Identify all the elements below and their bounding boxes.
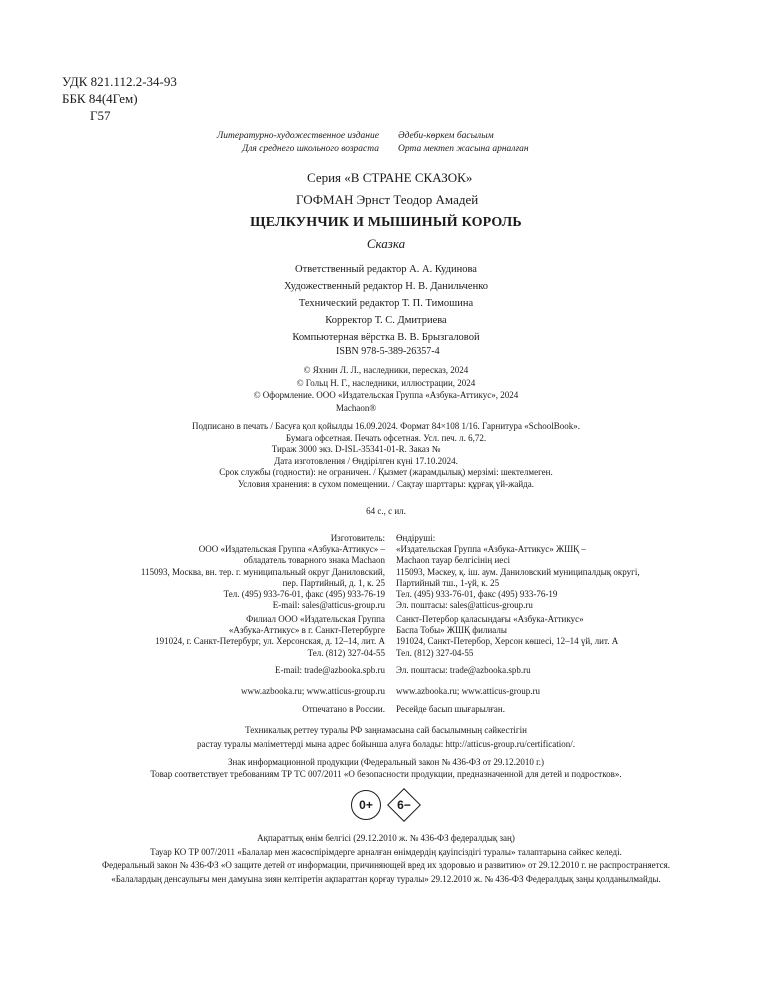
age-rating-circle (351, 790, 381, 820)
maker-ru-line: 115093, Москва, вн. тер. г. муниципальный округ Даниловский, (140, 566, 385, 577)
branch-kz-line: Эл. поштасы: trade@azbooka.spb.ru (396, 664, 531, 675)
branch-kz-line: Санкт-Петербор қаласындағы «Азбука-Аттикус» (396, 614, 584, 624)
age-badges (0, 788, 772, 822)
tech-line: растау туралы мәліметтерді мына адрес бойынша алуға болады: http://atticus-group.ru/certification/. (197, 739, 575, 749)
znak-line: Знак информационной продукции (Федеральный закон № 436-ФЗ от 29.12.2010 г.) (227, 757, 545, 767)
page-count: 64 с., с ил. (366, 506, 406, 516)
branch-ru-line: E-mail: trade@azbooka.spb.ru (275, 664, 385, 675)
maker-ru-line: обладатель товарного знака Machaon (243, 555, 385, 566)
branch-ru-line: 191024, г. Санкт-Петербург, ул. Херсонская, д. 12–14, лит. А (155, 636, 385, 647)
isbn: ISBN 978-5-389-26357-4 (336, 346, 440, 357)
print-line: Бумага офсетная. Печать офсетная. Усл. печ. л. 6,72. (285, 432, 487, 443)
maker-ru-line: Изготовитель: (330, 533, 385, 543)
printed-ru: Отпечатано в России. (302, 704, 385, 714)
genre-kz (398, 130, 529, 156)
print-line: Условия хранения: в сухом помещении. / Сақтау шарттары: құрғақ үй-жайда. (238, 478, 534, 489)
genre-kz-line: Орта мектеп жасына арналған (398, 144, 529, 154)
genre-ru-line: Литературно-художественное издание (216, 131, 379, 141)
legal-line: Ақпараттық өнім белгісі (29.12.2010 ж. № 436-ФЗ федералдық заң) (257, 833, 515, 843)
print-details (0, 421, 772, 490)
maker-ru-line: ООО «Издательская Группа «Азбука-Аттикус» – (198, 544, 385, 555)
copyright-line: © Гольц Н. Г., наследники, иллюстрации, 2024 (296, 377, 476, 388)
genre-ru-line: Для среднего школьного возраста (242, 144, 379, 154)
series-name: Серия «В СТРАНЕ СКАЗОК» (307, 170, 473, 185)
print-line: Тираж 3000 экз. D-ISL-35341-01-R. Заказ № (271, 444, 441, 454)
print-line: Подписано в печать / Басуға қол қойылды 16.09.2024. Формат 84×108 1/16. Гарнитура «SchoolBook». (192, 421, 580, 431)
maker-ru-line: пер. Партийный, д. 1, к. 25 (282, 577, 385, 588)
info-product-note (0, 756, 772, 780)
branch-kz (396, 614, 618, 676)
genre-kz-line: Әдеби-көркем басылым (398, 131, 494, 141)
maker-kz-line: Өндіруші: (396, 533, 436, 543)
brand-mark: Machaon® (335, 402, 377, 413)
legal-line: Федеральный закон № 436-ФЗ «О защите детей от информации, причиняющей вред их здоровью и развитию» от 29.12.2010 г. не распространяется. (101, 860, 671, 870)
print-line: Срок службы (годности): не ограничен. / Қызмет (жарамдылық) мерзімі: шектелмеген. (219, 467, 553, 477)
copyright-line: © Яхнин Л. Л., наследники, пересказ, 2024 (303, 365, 469, 375)
classification-codes (62, 73, 177, 124)
author-name: ГОФМАН Эрнст Теодор Амадей (296, 192, 479, 207)
printed-kz: Ресейде басып шығарылған. (396, 704, 505, 714)
znak-line: Товар соответствует требованиям ТР ТС 007/2011 «О безопасности продукции, предназначенной для детей и подростков». (150, 769, 622, 779)
legal-line: Тауар КО ТР 007/2011 «Балалар мен жасөспірімдерге арналған өнімдердің қауіпсіздігі туралы» талаптарына сәйкес келеді. (150, 846, 622, 857)
sites-kz: www.azbooka.ru; www.atticus-group.ru (396, 686, 541, 696)
staff-line: Ответственный редактор А. А. Кудинова (295, 264, 477, 275)
branch-kz-line: 191024, Санкт-Петербор, Херсон көшесі, 12–14 үй, лит. А (396, 636, 619, 647)
branch-ru (155, 614, 385, 676)
maker-kz-line: 115093, Мәскеу, қ. іш. аум. Даниловский муниципалдық округі, (396, 566, 640, 577)
author-mark: Г57 (90, 108, 111, 123)
age-rating-diamond (387, 788, 421, 822)
maker-kz-line: «Издательская Группа «Азбука-Аттикус» ЖШҚ – (396, 544, 586, 555)
staff-line: Компьютерная вёрстка В. В. Брызгаловой (292, 332, 480, 343)
branch-ru-line: Филиал ООО «Издательская Группа (246, 614, 385, 624)
maker-ru-line: E-mail: sales@atticus-group.ru (272, 600, 385, 611)
legal-notes (0, 832, 772, 886)
age-rating-kz-text: 6− (397, 798, 411, 812)
staff-line: Корректор Т. С. Дмитриева (325, 315, 447, 326)
editorial-staff (0, 261, 772, 346)
bbk-code: ББК 84(4Гем) (62, 91, 138, 106)
maker-kz-line: Тел. (495) 933-76-01, факс (495) 933-76-19 (396, 589, 558, 600)
udk-code: УДК 821.112.2-34-93 (62, 74, 177, 89)
staff-line: Художественный редактор Н. В. Данильченко (283, 281, 489, 292)
maker-kz (396, 533, 640, 611)
staff-line: Технический редактор Т. П. Тимошина (298, 298, 474, 309)
copyright-line: © Оформление. ООО «Издательская Группа «Азбука-Аттикус», 2024 (253, 390, 519, 400)
maker-kz-line: Machaon тауар белгісінің иесі (396, 555, 510, 566)
tech-line: Техникалық реттеу туралы РФ заңнамасына сай басылымның сәйкестігін (245, 725, 527, 735)
maker-kz-line: Партийный тш., 1-үй, к. 25 (396, 577, 500, 588)
genre-ru (217, 130, 379, 156)
print-line: Дата изготовления / Өндірілген күні 17.10.2024. (274, 455, 458, 466)
branch-kz-line: Тел. (812) 327-04-55 (396, 647, 474, 658)
branch-kz-line: Баспа Тобы» ЖШҚ филиалы (396, 625, 507, 636)
maker-ru-line: Тел. (495) 933-76-01, факс (495) 933-76-19 (223, 589, 385, 600)
book-subtitle: Сказка (366, 236, 406, 251)
maker-ru (141, 533, 385, 611)
copyright-block (0, 364, 772, 414)
legal-line: «Балалардың денсаулығы мен дамуына зиян келтіретін ақпараттан қорғау туралы» 29.12.2010 ж. № 436-ФЗ Федералдық заңы қолданылмайды. (111, 873, 661, 884)
sites-ru: www.azbooka.ru; www.atticus-group.ru (240, 686, 385, 696)
branch-ru-line: Тел. (812) 327-04-55 (307, 647, 385, 658)
book-title: ЩЕЛКУНЧИК И МЫШИНЫЙ КОРОЛЬ (250, 215, 522, 230)
age-rating-text: 0+ (359, 798, 373, 812)
maker-kz-line: Эл. поштасы: sales@atticus-group.ru (396, 600, 533, 611)
branch-ru-line: «Азбука-Аттикус» в г. Санкт-Петербурге (228, 625, 385, 636)
certification-note (0, 723, 772, 751)
